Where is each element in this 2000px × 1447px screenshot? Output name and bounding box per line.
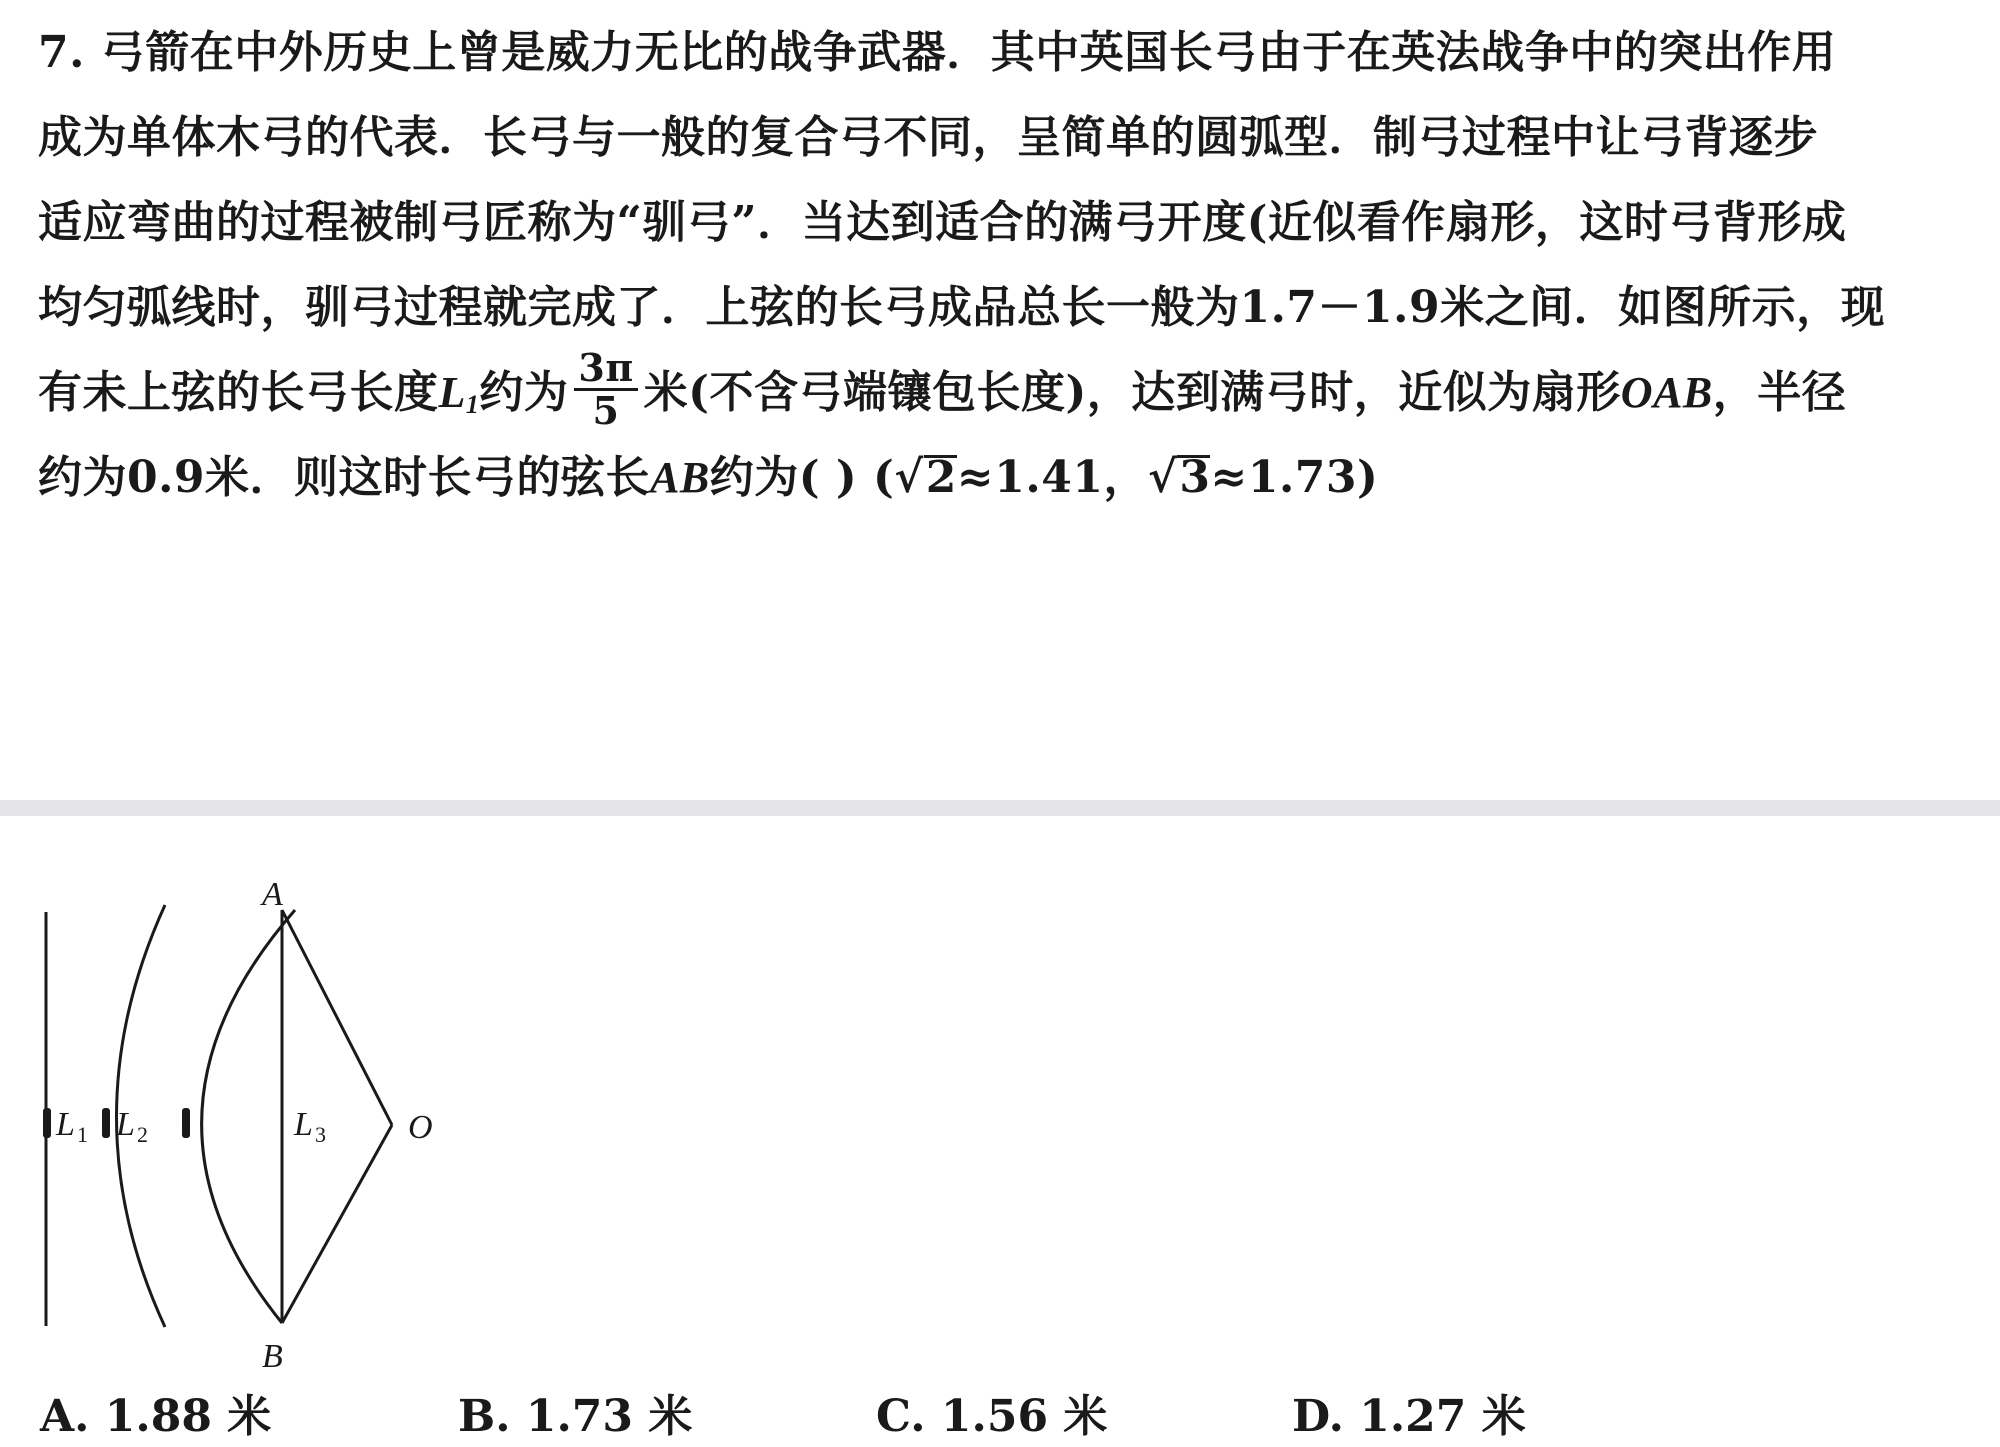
label-L2: L [116,1106,135,1143]
fraction-denominator: 5 [592,388,620,433]
question-line-1: 7. 弓箭在中外历史上曾是威力无比的战争武器．其中英国长弓由于在英法战争中的突出作用 [38,27,1837,78]
bow-diagram [30,880,450,1380]
label-B: B [262,1338,283,1375]
option-b-letter: B. [458,1391,511,1442]
line6-text-a: 约为0.9米．则这时长弓的弦长 [38,452,651,503]
sqrt2-symbol: √ [894,452,924,503]
option-a-text: 1.88 米 [104,1391,272,1442]
line6-text-b: 约为( ) ( [709,452,895,503]
label-O: O [408,1109,433,1146]
label-L3-sub: 3 [315,1122,326,1147]
option-b[interactable] [458,1380,692,1444]
radius-OB [282,1125,392,1323]
grip-L2 [102,1108,110,1138]
option-b-text: 1.73 米 [525,1391,693,1442]
label-L2-sub: 2 [137,1122,148,1147]
var-L1 [439,368,480,417]
question-line-5 [38,345,1978,435]
var-AB: AB [650,453,710,502]
fraction-3pi-over-5 [574,345,637,433]
grip-L1 [43,1108,51,1138]
var-OAB: OAB [1620,368,1713,417]
bow-figure [30,880,450,1384]
option-d[interactable] [1292,1380,1526,1444]
sqrt3-radicand: 3 [1179,452,1211,503]
line5-text-c: 米(不含弓端镶包长度)，达到满弓时，近似为扇形 [643,367,1621,418]
line5-text-d: ，半径 [1712,367,1847,418]
option-a[interactable] [40,1380,271,1444]
option-d-letter: D. [1292,1391,1344,1442]
sqrt3-symbol: √ [1147,452,1178,503]
label-L3: L [294,1106,313,1143]
var-L-sub: 1 [465,390,480,419]
label-L1-sub: 1 [77,1122,88,1147]
fraction-numerator: 3π [574,348,637,391]
question-line-3: 适应弯曲的过程被制弓匠称为“驯弓”．当达到适合的满弓开度(近似看作扇形，这时弓背形成 [38,197,1847,248]
question-line-2: 成为单体木弓的代表．长弓与一般的复合弓不同，呈简单的圆弧型．制弓过程中让弓背逐步 [38,112,1818,163]
line5-text-b: 约为 [479,367,569,418]
line6-text-d: ≈1.73) [1210,452,1379,503]
option-c[interactable] [876,1380,1107,1444]
label-A: A [262,880,283,913]
option-a-letter: A. [40,1391,90,1442]
option-c-letter: C. [876,1391,926,1442]
var-L: L [438,368,466,417]
label-L1: L [56,1106,75,1143]
radius-OA [282,910,392,1125]
line6-text-c: ≈1.41， [956,452,1148,503]
section-divider [0,800,2000,816]
question-text [38,10,1978,520]
line5-text-a: 有未上弦的长弓长度 [38,367,439,418]
option-c-text: 1.56 米 [940,1391,1108,1442]
question-line-6 [38,435,1978,520]
grip-L3 [182,1108,190,1138]
sqrt2-radicand: 2 [925,452,957,503]
question-line-4: 均匀弧线时，驯弓过程就完成了．上弦的长弓成品总长一般为1.7－1.9米之间．如图所示，现 [38,282,1886,333]
option-d-text: 1.27 米 [1359,1391,1526,1442]
